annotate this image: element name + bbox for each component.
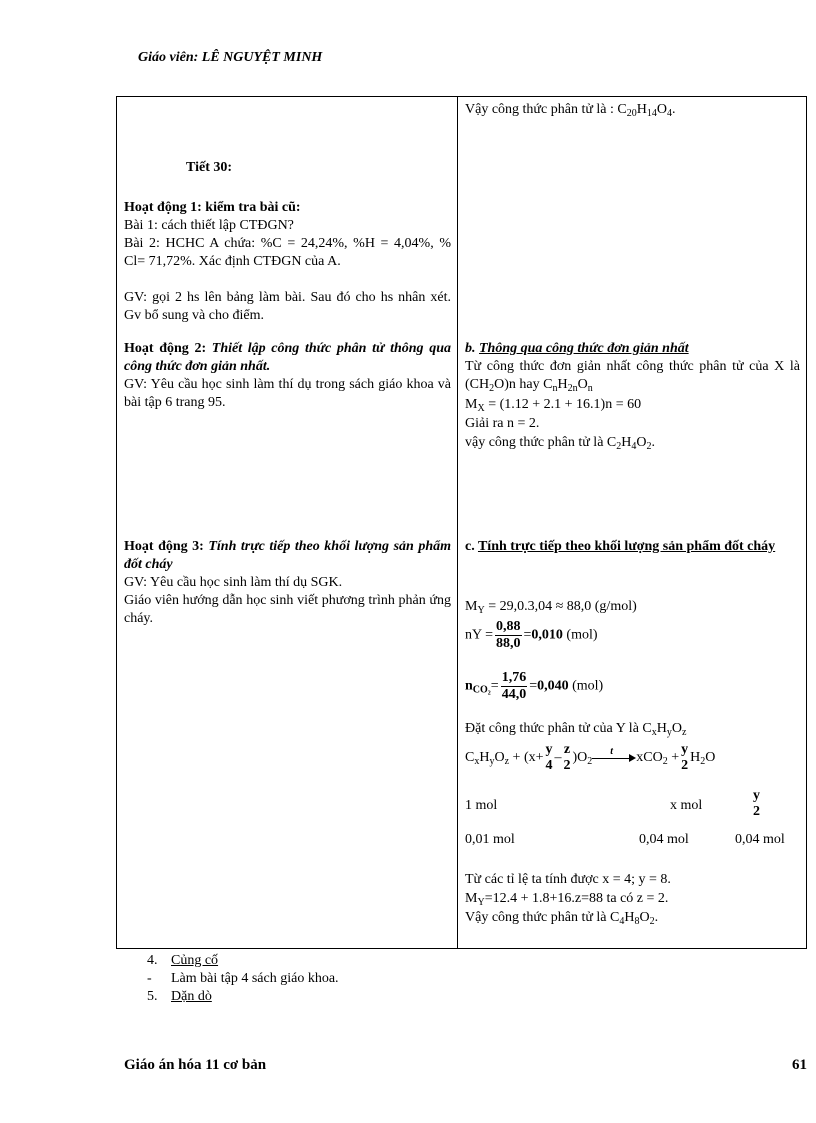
result-line-3: Vậy công thức phân tử là $C_4H_8O_2$. xyxy=(465,910,659,927)
footer-title: Giáo án hóa 11 cơ bản xyxy=(124,1057,267,1073)
activity-3-title: Tính trực tiếp theo khối lượng sản phẩm đốt cháy xyxy=(124,539,451,572)
fraction-ny: $\frac{0,88}{88,0}$ xyxy=(496,619,521,651)
item-instructions: Dặn dò xyxy=(171,989,212,1004)
moles-y-equation: nY = $\frac{0,88}{88,0}$ =0,010 (mol) xyxy=(465,619,598,651)
activity-1-question-2: Bài 2: HCHC A chứa: %C = 24,24%, %H = 4,04%, % Cl= 71,72%. Xác định CTĐGN của A. xyxy=(124,236,451,269)
section-c-title: Tính trực tiếp theo khối lượng sản phẩm đốt cháy xyxy=(477,539,776,554)
result-line-2: $M_Y=12.4 + 1.8+16.z=88$ ta có z = 2. xyxy=(465,891,669,908)
activity-1-title: Hoạt động 1: kiểm tra bài cũ: xyxy=(124,200,301,215)
activity-2-title: Thiết lập công thức phân tử thông qua công thức đơn giản nhất. xyxy=(124,341,451,374)
teacher-header: Giáo viên: LÊ NGUYỆT MINH xyxy=(138,50,323,65)
set-formula-y: Đặt công thức phân tử của Y là $C_xH_yO_z$ xyxy=(465,721,687,738)
activity-3-heading xyxy=(124,538,451,574)
molar-mass-y: $M_Y = 29,0.3,04 \approx 88,0$ (g/mol) xyxy=(465,599,637,616)
column-divider xyxy=(457,97,458,948)
section-b-line-1: Từ công thức đơn giản nhất công thức phân tử của X là $(CH_2O)n$ hay $C_nH_{2n}O_n$ xyxy=(465,359,800,394)
fraction-nco2: $\frac{1,76}{44,0}$ xyxy=(501,670,527,702)
page-number: 61 xyxy=(792,1057,807,1073)
lesson-title: Tiết 30: xyxy=(186,160,233,175)
formula-c20h14o4: Vậy công thức phân tử là : $C_{20}H_{14}O_4$. xyxy=(465,102,676,119)
activity-1-teacher-note: GV: gọi 2 hs lên bảng làm bài. Sau đó cho hs nhân xét. Gv bổ sung và cho điểm. xyxy=(124,290,451,323)
closing-list: 4. Củng cố - Làm bài tập 4 sách giáo khoa. 5. Dặn dò xyxy=(147,953,339,1004)
activity-2-teacher-note: GV: Yêu cầu học sinh làm thí dụ trong sách giáo khoa và bài tập 6 trang 95. xyxy=(124,377,451,410)
section-b-line-3: Giải ra n = 2. xyxy=(465,416,540,431)
reaction-arrow: t xyxy=(592,753,636,763)
section-b-line-4: vậy công thức phân tử là $C_2H_4O_2$. xyxy=(465,435,656,452)
lesson-table xyxy=(116,96,807,949)
activity-3-teacher-note-2: Giáo viên hướng dẫn học sinh viết phương trình phản ứng cháy. xyxy=(124,593,451,626)
activity-1-question-1: Bài 1: cách thiết lập CTĐGN? xyxy=(124,218,294,233)
left-column xyxy=(124,97,451,947)
activity-3-prefix: Hoạt động 3: xyxy=(124,539,209,554)
activity-2-heading xyxy=(124,340,451,376)
moles-co2-equation: $n_{CO_2}=$ $\frac{1,76}{44,0}$ =0,040 (mol) xyxy=(465,670,604,702)
activity-3-teacher-note-1: GV: Yêu cầu học sinh làm thí dụ SGK. xyxy=(124,575,343,590)
item-consolidation: Củng cố xyxy=(171,953,219,968)
section-b-title: Thông qua công thức đơn giản nhất xyxy=(479,341,689,356)
combustion-equation: $C_xH_yO_z + (x+$ y 4 – z 2 )$O_2$ t xCO$_2$ + y 2 $H_2O$ xyxy=(465,742,716,773)
right-column: Vậy công thức phân tử là : $C_{20}H_{14}O_4$. b. Thông qua công thức đơn giản nhất Từ công thức đơn giản nhất công thức phân tử của X là $(CH_2O)n$ hay $C_nH_{2n}O_n$ $M_X = (1.12 + 2.1 + 16.1)n = 60$ Giải ra n = 2. vậy công thức phân tử là $C_2H_4O_2$. c. Tính trực tiếp theo khối lượng sản phẩm đốt cháy $M_Y = 29,0.3,04 \approx 88,0$ (g/mol) nY = $\frac{0,88}{88,0}$ =0,010 (mol) $n_{CO_2}=$ $\frac{1,76}{44,0}$ =0,040 (mol) Đặt công thức phân tử của Y là $C_xH_yO_z$ $C_xH_yO_z + (x+$ y 4 – z 2 )$O_2$ t xCO$_2$ + y 2 $H_2O$ 1 mol x mol y 2 0,01 mol 0,04 mol 0,04 mol Từ các tỉ lệ ta tính được x = 4; y = 8. $M_Y=12.4 + 1.8+16.z=88$ ta có z = 2. Vậy công thức phân tử là $C_4H_8O_2$. xyxy=(465,97,800,947)
section-c-heading: c. Tính trực tiếp theo khối lượng sản phẩm đốt cháy xyxy=(465,539,776,554)
section-b-heading: b. Thông qua công thức đơn giản nhất xyxy=(465,341,689,356)
activity-2-prefix: Hoạt động 2: xyxy=(124,341,212,356)
item-homework: Làm bài tập 4 sách giáo khoa. xyxy=(171,971,339,986)
section-b-line-2: $M_X = (1.12 + 2.1 + 16.1)n = 60$ xyxy=(465,397,642,414)
result-line-1: Từ các tỉ lệ ta tính được x = 4; y = 8. xyxy=(465,872,671,887)
